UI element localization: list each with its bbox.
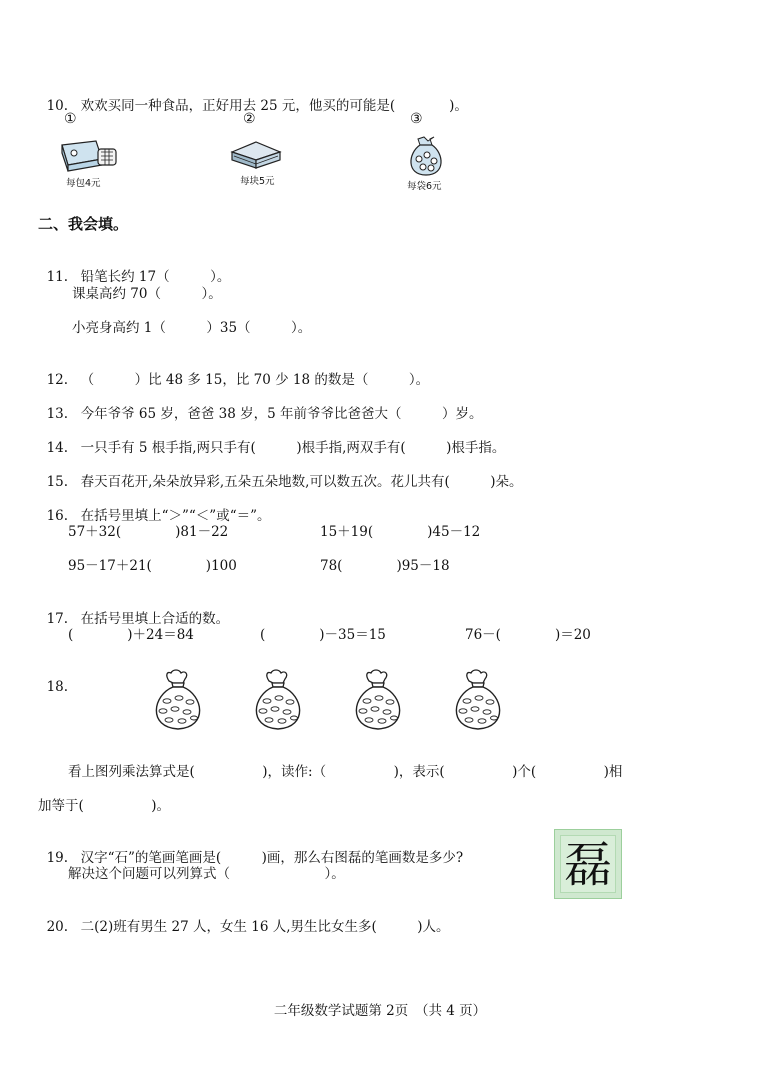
question-11-line-3: 小亮身高约 1（ ）35（ ）。 [72,320,312,336]
question-text: 二(2)班有男生 27 人，女生 16 人,男生比女生多( )人。 [80,919,450,935]
question-text: 一只手有 5 根手指,两只手有( )根手指,两双手有( )根手指。 [80,440,506,456]
option-caption-1: 每包4元 [66,178,101,189]
question-number: 10. [46,98,69,114]
question-19-line-2: 解决这个问题可以列算式（ ）。 [68,866,345,882]
question-text: 欢欢买同一种食品，正好用去 25 元，他买的可能是( )。 [80,98,468,114]
biscuit-pack-icon [58,137,122,175]
question-16 [38,489,271,525]
question-number: 11. [46,269,69,285]
question-text: 汉字“石”的笔画笔画是( )画，那么右图磊的笔画数是多少? [80,850,464,866]
compare-item: 78( )95－18 [320,558,450,574]
question-text: （ ）比 48 多 15，比 70 少 18 的数是（ ）。 [80,372,430,388]
question-17 [38,592,229,628]
question-number: 14. [46,440,69,456]
compare-item: 95－17＋21( )100 [68,558,237,574]
question-18-line-2: 加等于( )。 [38,798,171,814]
question-20 [38,900,450,936]
candy-bag-icon [345,667,411,737]
question-18 [38,660,81,696]
page-footer: 二年级数学试题第 2页 （共 4 页） [273,1003,487,1019]
question-11-line-2: 课桌高约 70（ ）。 [72,286,222,302]
question-text: 在括号里填上合适的数。 [80,611,230,627]
question-14 [38,421,505,457]
option-caption-2: 每块5元 [240,176,275,187]
equation-item: ( )－35＝15 [260,627,386,643]
question-number: 12. [46,372,69,388]
section-title: 二、我会填。 [38,215,129,233]
question-19 [38,831,463,867]
question-number: 20. [46,919,69,935]
question-13 [38,387,483,423]
character-glyph: 磊 [563,837,612,893]
candy-bag-icon [145,667,211,737]
question-number: 18. [46,679,69,695]
character-grid [560,835,616,893]
question-number: 17. [46,611,69,627]
candy-bag-icon [445,667,511,737]
equation-item: 76－( )＝20 [465,627,591,643]
question-text: 春天百花开,朵朵放异彩,五朵五朵地数,可以数五次。花儿共有( )朵。 [80,474,523,490]
question-text: 在括号里填上“＞”“＜”或“＝”。 [80,508,271,524]
question-11 [38,250,230,286]
option-marker-1: ① [64,111,77,127]
compare-item: 15＋19( )45－12 [320,524,481,540]
option-marker-3: ③ [410,111,423,127]
question-number: 13. [46,406,69,422]
candy-bag-icon [245,667,311,737]
question-12 [38,353,429,389]
question-18-line-1: 看上图列乘法算式是( )，读作:（ )，表示( )个( )相 [68,764,623,780]
cake-slice-icon [228,138,284,172]
option-marker-2: ② [243,111,256,127]
option-caption-3: 每袋6元 [407,181,442,192]
question-number: 15. [46,474,69,490]
compare-item: 57＋32( )81－22 [68,524,229,540]
question-15 [38,455,523,491]
question-number: 19. [46,850,69,866]
character-card [554,829,622,899]
question-line: 铅笔长约 17（ ）。 [80,269,231,285]
question-10 [38,79,468,115]
question-text: 今年爷爷 65 岁，爸爸 38 岁，5 年前爷爷比爸爸大（ ）岁。 [80,406,483,422]
question-number: 16. [46,508,69,524]
candy-bag-icon [404,135,448,179]
equation-item: ( )＋24＝84 [68,627,194,643]
